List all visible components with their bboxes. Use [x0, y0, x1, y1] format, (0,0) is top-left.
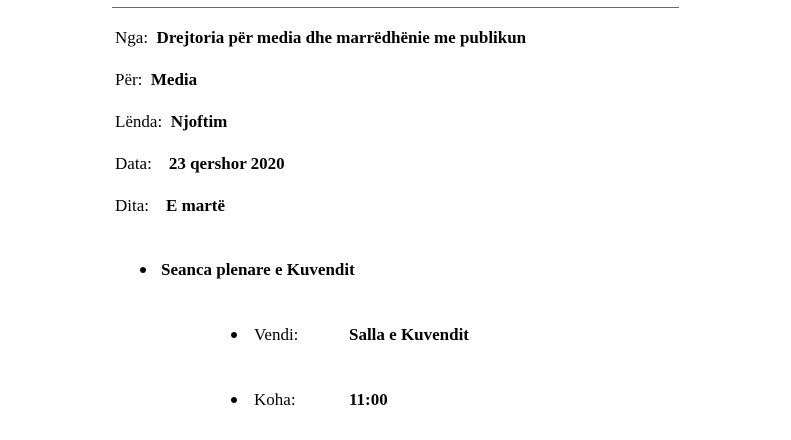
- bullet-icon: [231, 332, 237, 338]
- subject-line: [115, 112, 227, 132]
- date-label: Data:: [115, 154, 152, 173]
- top-rule: [112, 7, 679, 8]
- day-label: Dita:: [115, 196, 149, 215]
- bullet-icon: [140, 267, 146, 273]
- detail-label-place: Vendi:: [254, 325, 299, 344]
- to-line: [115, 70, 197, 90]
- event-title: Seanca plenare e Kuvendit: [161, 260, 355, 279]
- detail-label-time: Koha:: [254, 390, 296, 409]
- date-value: 23 qershor 2020: [168, 154, 285, 173]
- detail-value-time: 11:00: [349, 390, 388, 409]
- day-line: [115, 196, 225, 216]
- subject-value: Njoftim: [170, 112, 228, 131]
- to-value: Media: [150, 70, 198, 89]
- date-line: [115, 154, 285, 174]
- from-value: Drejtoria për media dhe marrëdhënie me publikun: [156, 28, 527, 47]
- detail-value-place: Salla e Kuvendit: [349, 325, 469, 344]
- bullet-icon: [231, 397, 237, 403]
- day-value: E martë: [166, 196, 226, 215]
- subject-label: Lënda:: [115, 112, 163, 131]
- to-label: Për:: [115, 70, 143, 89]
- from-line: [115, 28, 526, 48]
- from-label: Nga:: [115, 28, 149, 47]
